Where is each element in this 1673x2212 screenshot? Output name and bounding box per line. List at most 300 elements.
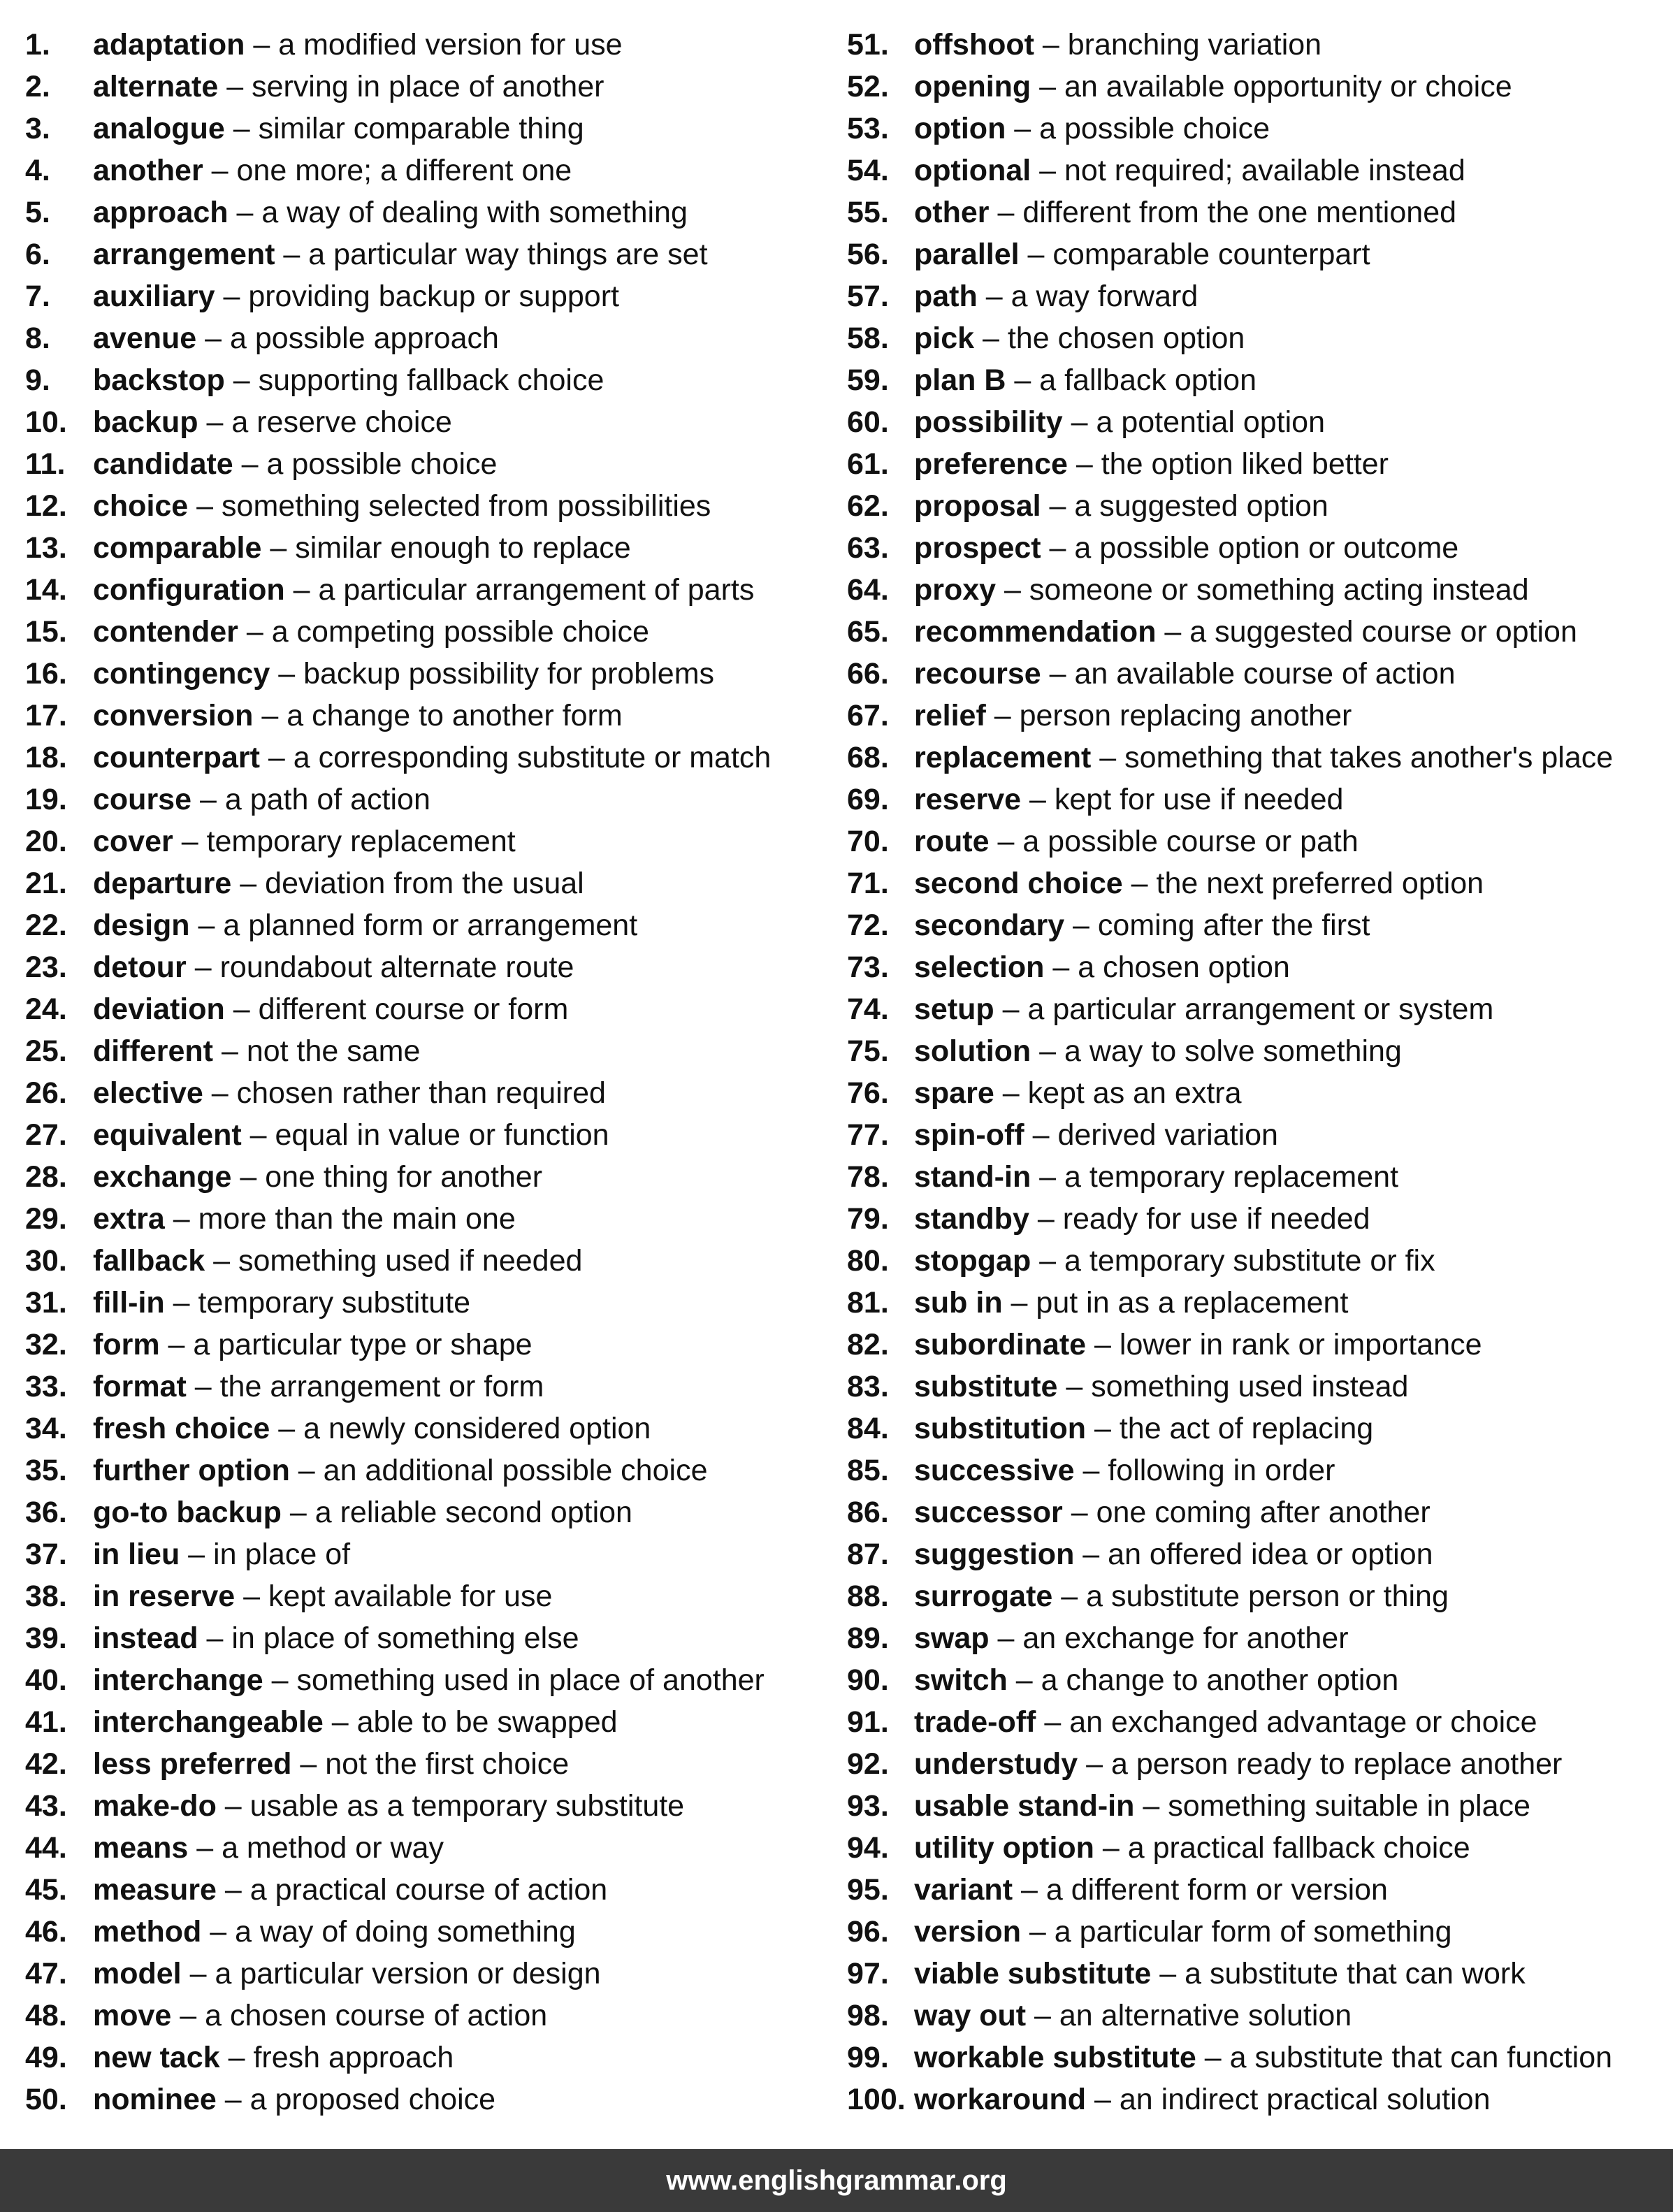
item-word: spare bbox=[914, 1076, 994, 1110]
list-item bbox=[25, 2079, 829, 2120]
list-item bbox=[25, 2037, 829, 2079]
item-number: 18. bbox=[25, 741, 67, 774]
item-word: substitute bbox=[914, 1370, 1058, 1403]
item-definition: fresh approach bbox=[253, 2041, 454, 2074]
item-definition: usable as a temporary substitute bbox=[249, 1789, 685, 1823]
list-item bbox=[25, 821, 829, 862]
item-definition: a reliable second option bbox=[314, 1496, 632, 1529]
item-number: 56. bbox=[847, 238, 889, 271]
item-word: another bbox=[93, 154, 203, 187]
item-definition: the next preferred option bbox=[1156, 867, 1484, 900]
item-word: standby bbox=[914, 1202, 1029, 1236]
list-item bbox=[847, 862, 1665, 904]
item-definition: a possible approach bbox=[230, 321, 499, 355]
item-number: 65. bbox=[847, 615, 889, 649]
item-number: 27. bbox=[25, 1118, 67, 1152]
item-word: stopgap bbox=[914, 1244, 1031, 1278]
item-separator: – bbox=[164, 1286, 198, 1320]
item-definition: a suggested course or option bbox=[1189, 615, 1577, 649]
item-number: 22. bbox=[25, 909, 67, 942]
item-entry bbox=[93, 1240, 582, 1282]
item-word: parallel bbox=[914, 238, 1020, 271]
item-number: 91. bbox=[847, 1705, 889, 1739]
list-item bbox=[25, 653, 829, 695]
item-definition: the chosen option bbox=[1007, 321, 1245, 355]
item-definition: an available opportunity or choice bbox=[1064, 70, 1512, 103]
item-entry bbox=[914, 1240, 1435, 1282]
item-separator: – bbox=[245, 28, 279, 62]
item-entry bbox=[93, 569, 754, 611]
item-definition: an alternative solution bbox=[1059, 1999, 1352, 2032]
item-number: 47. bbox=[25, 1957, 67, 1990]
item-word: sub in bbox=[914, 1286, 1003, 1320]
list-item bbox=[847, 737, 1665, 779]
list-item bbox=[25, 1575, 829, 1617]
item-definition: a particular way things are set bbox=[308, 238, 708, 271]
list-item bbox=[25, 1324, 829, 1366]
item-separator: – bbox=[284, 573, 319, 607]
list-item bbox=[847, 150, 1665, 191]
item-word: spin-off bbox=[914, 1118, 1024, 1152]
item-number: 16. bbox=[25, 657, 67, 691]
item-entry bbox=[93, 1617, 579, 1659]
item-word: approach bbox=[93, 196, 229, 229]
item-separator: – bbox=[1041, 531, 1075, 565]
item-entry bbox=[914, 443, 1389, 485]
item-separator: – bbox=[1086, 1328, 1120, 1361]
item-word: go-to backup bbox=[93, 1496, 282, 1529]
item-separator: – bbox=[253, 699, 287, 732]
item-entry bbox=[93, 1114, 609, 1156]
item-word: in lieu bbox=[93, 1538, 180, 1571]
item-word: suggestion bbox=[914, 1538, 1075, 1571]
item-number: 26. bbox=[25, 1076, 67, 1110]
item-entry bbox=[914, 233, 1370, 275]
item-definition: the act of replacing bbox=[1119, 1412, 1374, 1445]
item-separator: – bbox=[275, 238, 309, 271]
item-word: measure bbox=[93, 1873, 217, 1907]
item-number: 1. bbox=[25, 28, 50, 62]
item-separator: – bbox=[196, 321, 231, 355]
item-separator: – bbox=[1074, 1454, 1108, 1487]
item-number: 64. bbox=[847, 573, 889, 607]
item-number: 57. bbox=[847, 280, 889, 313]
item-number: 79. bbox=[847, 1202, 889, 1236]
item-entry bbox=[93, 66, 604, 108]
item-separator: – bbox=[188, 1831, 222, 1865]
item-number: 10. bbox=[25, 405, 67, 439]
item-number: 25. bbox=[25, 1034, 67, 1068]
item-word: cover bbox=[93, 825, 173, 858]
item-separator: – bbox=[171, 1999, 205, 2032]
list-item bbox=[847, 1324, 1665, 1366]
item-entry bbox=[93, 1995, 547, 2037]
item-separator: – bbox=[1086, 2083, 1120, 2116]
item-word: new tack bbox=[93, 2041, 220, 2074]
list-item bbox=[25, 66, 829, 108]
item-entry bbox=[93, 1911, 576, 1953]
list-item bbox=[847, 485, 1665, 527]
item-number: 53. bbox=[847, 112, 889, 145]
item-separator: – bbox=[1052, 1580, 1087, 1613]
item-word: exchange bbox=[93, 1160, 232, 1194]
item-word: preference bbox=[914, 447, 1068, 481]
item-word: departure bbox=[93, 867, 232, 900]
list-item bbox=[847, 1827, 1665, 1869]
item-entry bbox=[914, 1869, 1388, 1911]
list-item bbox=[847, 527, 1665, 569]
item-definition: temporary replacement bbox=[206, 825, 516, 858]
item-separator: – bbox=[1041, 657, 1075, 691]
item-word: extra bbox=[93, 1202, 165, 1236]
item-word: alternate bbox=[93, 70, 219, 103]
item-definition: a way of dealing with something bbox=[261, 196, 688, 229]
item-definition: a chosen course of action bbox=[205, 1999, 548, 2032]
item-word: deviation bbox=[93, 992, 225, 1026]
list-item bbox=[25, 1156, 829, 1198]
item-definition: something used if needed bbox=[238, 1244, 583, 1278]
item-definition: person replacing another bbox=[1019, 699, 1352, 732]
item-definition: a competing possible choice bbox=[271, 615, 649, 649]
item-entry bbox=[93, 946, 574, 988]
item-entry bbox=[93, 1785, 684, 1827]
item-entry bbox=[93, 1701, 618, 1743]
item-definition: chosen rather than required bbox=[236, 1076, 606, 1110]
item-definition: a practical fallback choice bbox=[1127, 1831, 1470, 1865]
item-word: pick bbox=[914, 321, 975, 355]
item-entry bbox=[914, 946, 1290, 988]
list-item bbox=[25, 1533, 829, 1575]
item-word: backstop bbox=[93, 363, 225, 397]
item-word: less preferred bbox=[93, 1747, 292, 1781]
item-number: 46. bbox=[25, 1915, 67, 1949]
item-number: 93. bbox=[847, 1789, 889, 1823]
item-definition: a chosen option bbox=[1078, 950, 1290, 984]
item-definition: following in order bbox=[1108, 1454, 1335, 1487]
item-number: 30. bbox=[25, 1244, 67, 1278]
list-item bbox=[847, 988, 1665, 1030]
list-item bbox=[847, 1953, 1665, 1995]
item-word: secondary bbox=[914, 909, 1065, 942]
item-entry bbox=[914, 695, 1352, 737]
item-entry bbox=[914, 904, 1370, 946]
item-definition: temporary substitute bbox=[198, 1286, 471, 1320]
item-separator: – bbox=[323, 1705, 357, 1739]
item-definition: something that takes another's place bbox=[1124, 741, 1614, 774]
item-separator: – bbox=[1196, 2041, 1230, 2074]
item-entry bbox=[93, 988, 568, 1030]
item-entry bbox=[914, 779, 1343, 821]
item-entry bbox=[93, 233, 708, 275]
list-item bbox=[25, 1953, 829, 1995]
item-number: 38. bbox=[25, 1580, 67, 1613]
item-entry bbox=[93, 1533, 350, 1575]
item-definition: a reserve choice bbox=[231, 405, 452, 439]
list-item bbox=[847, 1198, 1665, 1240]
item-separator: – bbox=[289, 1454, 324, 1487]
item-entry bbox=[93, 737, 771, 779]
item-word: variant bbox=[914, 1873, 1013, 1907]
item-number: 41. bbox=[25, 1705, 67, 1739]
item-separator: – bbox=[270, 657, 304, 691]
item-number: 37. bbox=[25, 1538, 67, 1571]
item-word: version bbox=[914, 1915, 1021, 1949]
item-entry bbox=[93, 401, 452, 443]
item-number: 40. bbox=[25, 1663, 67, 1697]
item-word: swap bbox=[914, 1621, 990, 1655]
item-separator: – bbox=[1036, 1705, 1070, 1739]
item-entry bbox=[914, 737, 1613, 779]
item-number: 39. bbox=[25, 1621, 67, 1655]
item-number: 24. bbox=[25, 992, 67, 1026]
list-item bbox=[847, 2037, 1665, 2079]
left-column bbox=[25, 24, 829, 2120]
list-item bbox=[25, 695, 829, 737]
item-entry bbox=[93, 108, 584, 150]
item-definition: one more; a different one bbox=[236, 154, 572, 187]
item-entry bbox=[914, 401, 1325, 443]
footer-url[interactable]: www.englishgrammar.org bbox=[666, 2165, 1007, 2196]
list-item bbox=[25, 1366, 829, 1408]
item-word: choice bbox=[93, 489, 189, 523]
list-item bbox=[25, 946, 829, 988]
item-separator: – bbox=[233, 447, 267, 481]
item-definition: equal in value or function bbox=[275, 1118, 609, 1152]
item-definition: not the first choice bbox=[325, 1747, 570, 1781]
item-word: prospect bbox=[914, 531, 1041, 565]
item-word: replacement bbox=[914, 741, 1092, 774]
list-item bbox=[25, 904, 829, 946]
item-separator: – bbox=[974, 321, 1008, 355]
item-number: 94. bbox=[847, 1831, 889, 1865]
item-number: 75. bbox=[847, 1034, 889, 1068]
item-definition: a person ready to replace another bbox=[1110, 1747, 1563, 1781]
item-number: 28. bbox=[25, 1160, 67, 1194]
item-separator: – bbox=[1062, 405, 1096, 439]
item-separator: – bbox=[189, 909, 224, 942]
item-entry bbox=[914, 1450, 1335, 1491]
list-item bbox=[847, 1995, 1665, 2037]
list-item bbox=[847, 1156, 1665, 1198]
item-definition: similar comparable thing bbox=[258, 112, 584, 145]
right-column bbox=[847, 24, 1665, 2120]
item-separator: – bbox=[261, 531, 296, 565]
item-number: 58. bbox=[847, 321, 889, 355]
item-number: 51. bbox=[847, 28, 889, 62]
list-item bbox=[25, 275, 829, 317]
item-separator: – bbox=[1094, 1831, 1128, 1865]
item-word: possibility bbox=[914, 405, 1063, 439]
list-item bbox=[847, 1114, 1665, 1156]
list-item bbox=[847, 2079, 1665, 2120]
item-separator: – bbox=[1006, 363, 1040, 397]
item-separator: – bbox=[203, 154, 237, 187]
item-number: 85. bbox=[847, 1454, 889, 1487]
item-entry bbox=[93, 275, 619, 317]
item-word: elective bbox=[93, 1076, 203, 1110]
item-number: 44. bbox=[25, 1831, 67, 1865]
item-word: auxiliary bbox=[93, 280, 215, 313]
item-entry bbox=[93, 485, 711, 527]
item-word: different bbox=[93, 1034, 213, 1068]
item-number: 36. bbox=[25, 1496, 67, 1529]
item-definition: a possible choice bbox=[1039, 112, 1270, 145]
item-number: 72. bbox=[847, 909, 889, 942]
list-item bbox=[847, 695, 1665, 737]
item-entry bbox=[93, 1827, 444, 1869]
list-item bbox=[847, 1911, 1665, 1953]
item-word: form bbox=[93, 1328, 160, 1361]
list-item bbox=[847, 317, 1665, 359]
item-entry bbox=[914, 1701, 1537, 1743]
item-entry bbox=[914, 862, 1484, 904]
item-word: interchangeable bbox=[93, 1705, 324, 1739]
item-entry bbox=[914, 821, 1359, 862]
list-item bbox=[25, 359, 829, 401]
item-number: 83. bbox=[847, 1370, 889, 1403]
item-separator: – bbox=[977, 280, 1011, 313]
item-separator: – bbox=[1024, 1118, 1058, 1152]
item-separator: – bbox=[1031, 154, 1065, 187]
item-definition: an offered idea or option bbox=[1108, 1538, 1433, 1571]
item-separator: – bbox=[186, 1370, 220, 1403]
item-definition: a corresponding substitute or match bbox=[293, 741, 772, 774]
item-number: 98. bbox=[847, 1999, 889, 2032]
item-definition: branching variation bbox=[1067, 28, 1322, 62]
item-number: 7. bbox=[25, 280, 50, 313]
item-word: format bbox=[93, 1370, 187, 1403]
item-definition: someone or something acting instead bbox=[1029, 573, 1529, 607]
item-number: 95. bbox=[847, 1873, 889, 1907]
item-number: 86. bbox=[847, 1496, 889, 1529]
item-word: understudy bbox=[914, 1747, 1078, 1781]
item-separator: – bbox=[1007, 1663, 1041, 1697]
item-entry bbox=[914, 191, 1456, 233]
list-item bbox=[847, 1617, 1665, 1659]
list-item bbox=[847, 779, 1665, 821]
item-separator: – bbox=[186, 950, 220, 984]
item-definition: a temporary substitute or fix bbox=[1064, 1244, 1435, 1278]
item-separator: – bbox=[1078, 1747, 1111, 1781]
item-separator: – bbox=[224, 363, 259, 397]
list-item bbox=[847, 946, 1665, 988]
item-word: surrogate bbox=[914, 1580, 1053, 1613]
item-definition: an indirect practical solution bbox=[1119, 2083, 1491, 2116]
item-number: 76. bbox=[847, 1076, 889, 1110]
item-definition: a way forward bbox=[1011, 280, 1198, 313]
item-number: 69. bbox=[847, 783, 889, 816]
list-item bbox=[847, 611, 1665, 653]
item-separator: – bbox=[1029, 1202, 1063, 1236]
item-separator: – bbox=[1062, 1496, 1096, 1529]
item-number: 96. bbox=[847, 1915, 889, 1949]
item-definition: lower in rank or importance bbox=[1119, 1328, 1482, 1361]
item-word: workable substitute bbox=[914, 2041, 1196, 2074]
item-entry bbox=[914, 150, 1465, 191]
item-word: model bbox=[93, 1957, 182, 1990]
list-item bbox=[847, 359, 1665, 401]
list-item bbox=[847, 275, 1665, 317]
item-word: optional bbox=[914, 154, 1031, 187]
list-item bbox=[25, 1785, 829, 1827]
item-word: recommendation bbox=[914, 615, 1157, 649]
list-item bbox=[847, 1575, 1665, 1617]
list-item bbox=[25, 1072, 829, 1114]
item-definition: a way to solve something bbox=[1064, 1034, 1402, 1068]
item-entry bbox=[93, 24, 623, 66]
item-entry bbox=[93, 904, 637, 946]
item-entry bbox=[93, 527, 631, 569]
item-entry bbox=[914, 485, 1328, 527]
item-number: 63. bbox=[847, 531, 889, 565]
item-entry bbox=[914, 1030, 1402, 1072]
item-number: 49. bbox=[25, 2041, 67, 2074]
item-number: 48. bbox=[25, 1999, 67, 2032]
item-word: make-do bbox=[93, 1789, 217, 1823]
item-word: move bbox=[93, 1999, 172, 2032]
list-item bbox=[847, 233, 1665, 275]
list-item bbox=[25, 1491, 829, 1533]
item-word: successor bbox=[914, 1496, 1063, 1529]
item-word: further option bbox=[93, 1454, 290, 1487]
item-separator: – bbox=[281, 1496, 315, 1529]
item-word: detour bbox=[93, 950, 187, 984]
item-entry bbox=[914, 1156, 1398, 1198]
item-entry bbox=[93, 1072, 606, 1114]
item-definition: a method or way bbox=[222, 1831, 444, 1865]
item-number: 34. bbox=[25, 1412, 67, 1445]
item-definition: a possible choice bbox=[266, 447, 498, 481]
item-separator: – bbox=[235, 1580, 269, 1613]
item-definition: something selected from possibilities bbox=[222, 489, 711, 523]
item-word: trade-off bbox=[914, 1705, 1036, 1739]
item-definition: kept as an extra bbox=[1027, 1076, 1242, 1110]
item-entry bbox=[93, 653, 714, 695]
item-entry bbox=[914, 108, 1270, 150]
item-entry bbox=[914, 1827, 1470, 1869]
item-separator: – bbox=[224, 992, 259, 1026]
list-item bbox=[25, 737, 829, 779]
item-definition: put in as a replacement bbox=[1036, 1286, 1349, 1320]
list-item bbox=[847, 1240, 1665, 1282]
item-word: configuration bbox=[93, 573, 285, 607]
item-number: 45. bbox=[25, 1873, 67, 1907]
item-entry bbox=[914, 1617, 1349, 1659]
item-definition: not required; available instead bbox=[1064, 154, 1465, 187]
item-separator: – bbox=[1002, 1286, 1036, 1320]
item-word: setup bbox=[914, 992, 994, 1026]
list-item bbox=[25, 1743, 829, 1785]
item-definition: serving in place of another bbox=[252, 70, 604, 103]
item-definition: in place of something else bbox=[231, 1621, 579, 1655]
item-entry bbox=[914, 1911, 1452, 1953]
item-word: backup bbox=[93, 405, 198, 439]
item-definition: a change to another option bbox=[1041, 1663, 1399, 1697]
item-definition: a suggested option bbox=[1074, 489, 1328, 523]
item-separator: – bbox=[989, 1621, 1023, 1655]
item-word: selection bbox=[914, 950, 1045, 984]
item-entry bbox=[93, 821, 516, 862]
item-number: 12. bbox=[25, 489, 67, 523]
item-word: instead bbox=[93, 1621, 198, 1655]
item-entry bbox=[93, 191, 688, 233]
item-word: successive bbox=[914, 1454, 1075, 1487]
list-item bbox=[25, 1617, 829, 1659]
item-number: 66. bbox=[847, 657, 889, 691]
item-entry bbox=[93, 1659, 765, 1701]
item-definition: backup possibility for problems bbox=[303, 657, 715, 691]
item-separator: – bbox=[1091, 741, 1125, 774]
